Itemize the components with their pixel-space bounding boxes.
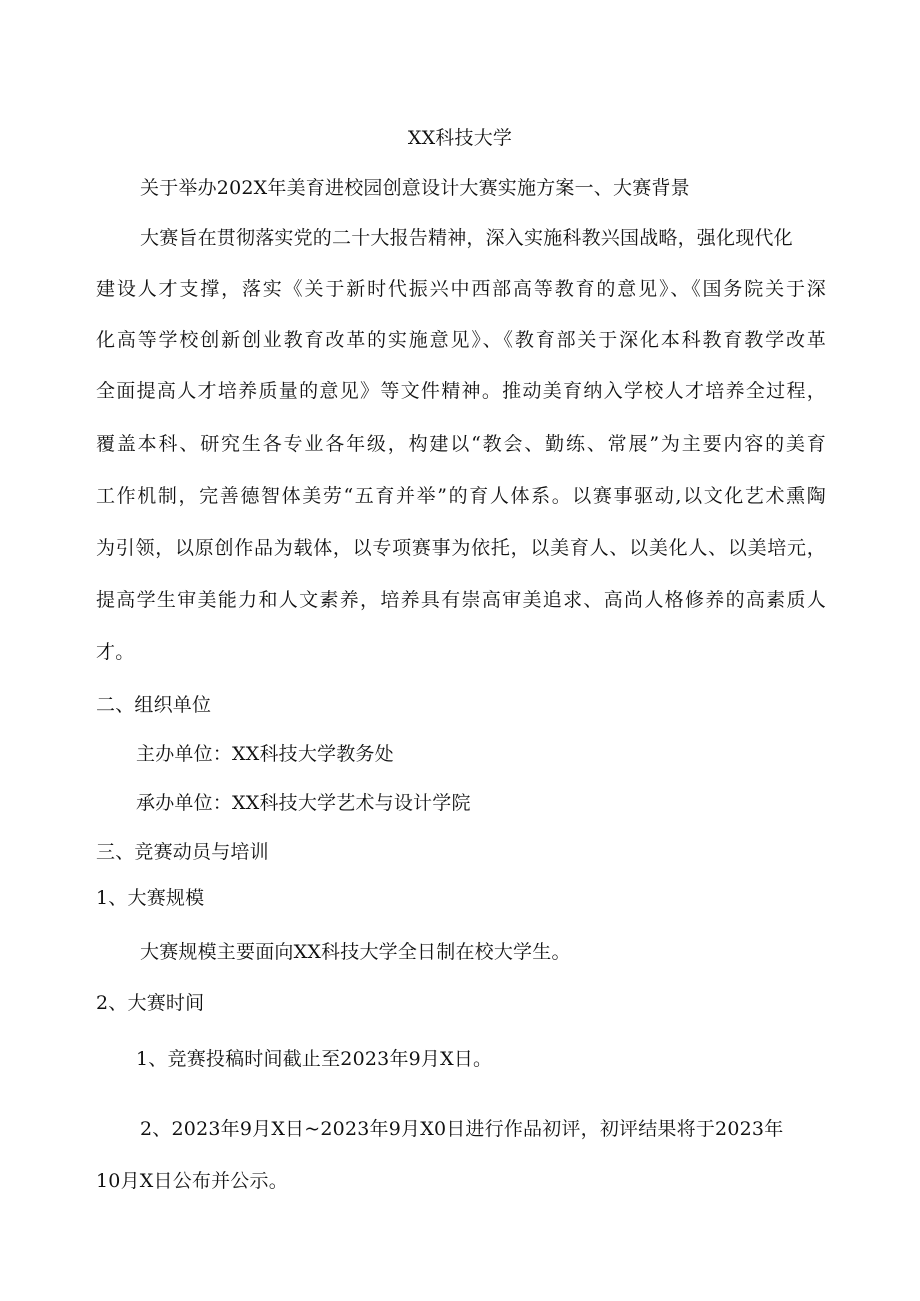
undertaker-line: 承办单位：XX科技大学艺术与设计学院 [136, 792, 471, 814]
document-title: 关于举办202X年美育进校园创意设计大赛实施方案一、大赛背景 [140, 177, 690, 199]
schedule-item: 10月X日公布并公示。 [96, 1170, 288, 1192]
section-heading: 二、组织单位 [96, 694, 212, 716]
organizer-line: 主办单位：XX科技大学教务处 [136, 743, 394, 765]
section-heading: 三、竞赛动员与培训 [96, 841, 269, 863]
background-line: 才。 [96, 641, 135, 663]
subsection-heading: 2、大赛时间 [96, 992, 205, 1014]
background-line: 全面提高人才培养质量的意见》等文件精神。推动美育纳入学校人才培养全过程， [96, 380, 826, 402]
subsection-heading: 1、大赛规模 [96, 887, 205, 909]
background-line: 工作机制，完善德智体美劳“五育并举”的育人体系。以赛事驱动,以文化艺术熏陶 [96, 485, 826, 507]
background-line: 化高等学校创新创业教育改革的实施意见》、《教育部关于深化本科教育教学改革 [96, 329, 826, 351]
background-line: 为引领，以原创作品为载体，以专项赛事为依托，以美育人、以美化人、以美培元， [96, 537, 826, 559]
schedule-item: 2、2023年9月X日~2023年9月X0日进行作品初评，初评结果将于2023年 [140, 1118, 784, 1140]
university-name: XX科技大学 [407, 127, 513, 149]
background-line: 提高学生审美能力和人文素养，培养具有崇高审美追求、高尚人格修养的高素质人 [96, 589, 826, 611]
scale-text: 大赛规模主要面向XX科技大学全日制在校大学生。 [140, 941, 571, 963]
background-line: 建设人才支撑，落实《关于新时代振兴中西部高等教育的意见》、《国务院关于深 [96, 278, 826, 300]
schedule-item: 1、竞赛投稿时间截止至2023年9月X日。 [136, 1048, 493, 1070]
background-line: 覆盖本科、研究生各专业各年级，构建以“教会、勤练、常展”为主要内容的美育 [96, 433, 826, 455]
background-line: 大赛旨在贯彻落实党的二十大报告精神，深入实施科教兴国战略，强化现代化 [140, 227, 793, 249]
